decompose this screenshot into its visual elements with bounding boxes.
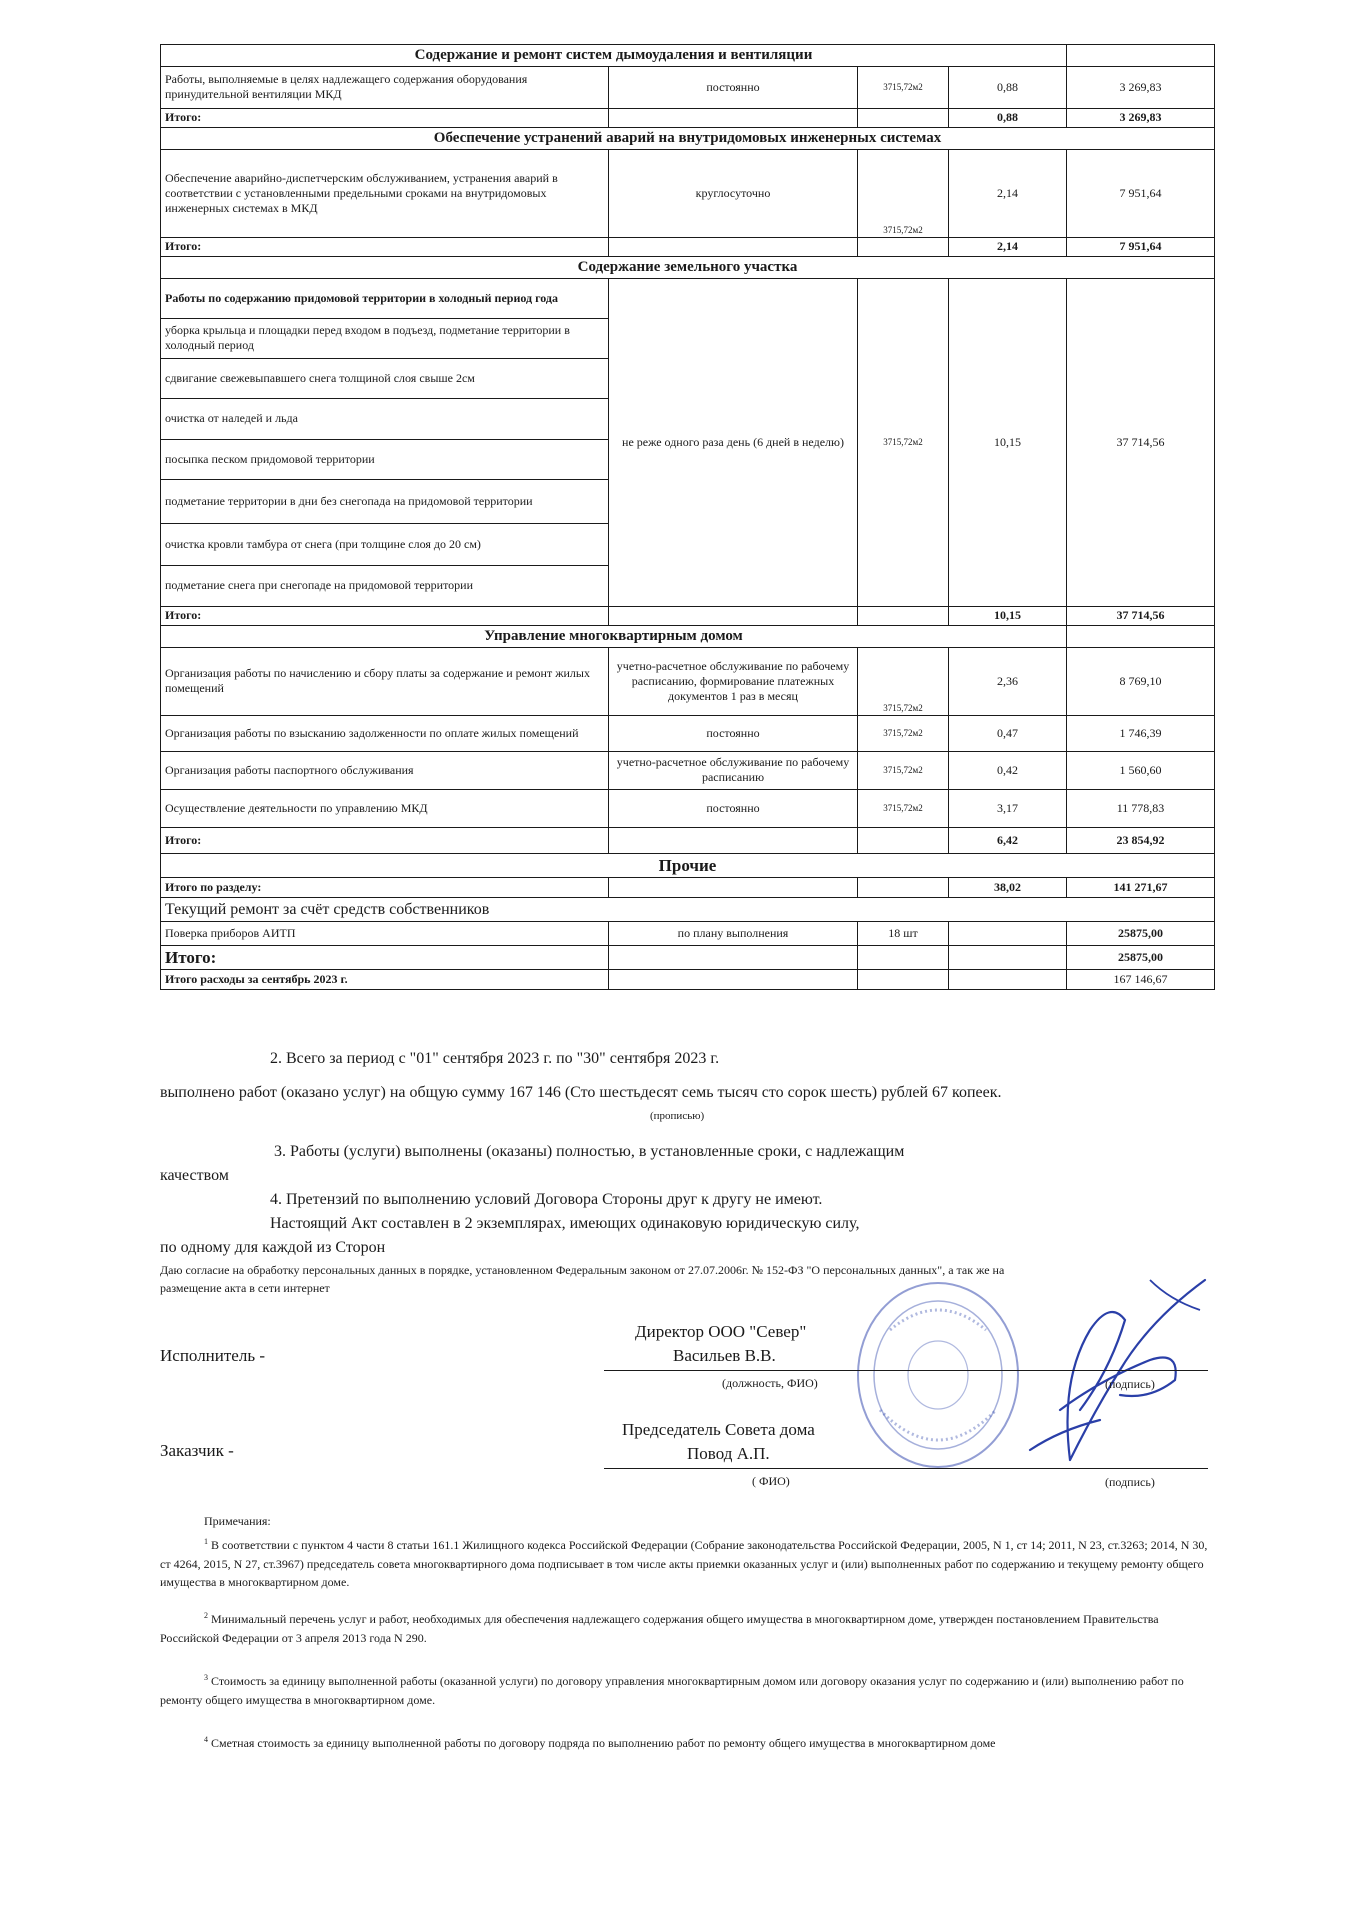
total-sum: 7 951,64 [1067, 237, 1215, 256]
note-3 [160, 1672, 1210, 1709]
total-rate: 6,42 [949, 827, 1067, 853]
note-text: В соответствии с пунктом 4 части 8 статьи 161.1 Жилищного кодекса Российской Федерации (Собрание законодательства Российской Федерации, 2005, N 1, ст 14; 2011, N 23, ст.3263; 2014, N 30, ст 4264, 2015, N 27, ст.3967) председатель совета многоквартирного дома подписывает в том числе акты приемки оказанных услуг и (или) выполненных работ по содержанию и текущему ремонту общего имущества в многоквартирном доме. [160, 1538, 1208, 1590]
section-title: Обеспечение устранений аварий на внутридомовых инженерных системах [161, 127, 1215, 149]
consent-text: Даю согласие на обработку персональных данных в порядке, установленном Федеральным законом от 27.07.2006г. № 152-ФЗ "О персональных данных", а так же на [160, 1263, 1005, 1277]
total-label: Итого: [161, 946, 609, 970]
work-qty: 18 шт [858, 922, 949, 946]
executor-sign-hint: (подпись) [1105, 1377, 1155, 1391]
total-label: Итого: [161, 237, 609, 256]
work-sum: 1 746,39 [1067, 715, 1215, 751]
claims-text: 4. Претензий по выполнению условий Договора Стороны друг к другу не имеют. [270, 1191, 823, 1208]
table-row [161, 278, 1215, 318]
land-rate: 10,15 [949, 278, 1067, 606]
note-2 [160, 1610, 1210, 1647]
land-item: сдвигание свежевыпавшего снега толщиной слоя свыше 2см [161, 358, 609, 398]
note-mark: 1 [204, 1537, 208, 1546]
total-rate: 38,02 [949, 878, 1067, 898]
work-sum: 1 560,60 [1067, 751, 1215, 789]
signature-icon [1000, 1260, 1220, 1490]
section-title: Текущий ремонт за счёт средств собственников [161, 898, 1215, 922]
customer-hint: ( ФИО) [752, 1474, 790, 1488]
work-name: Организация работы паспортного обслуживания [161, 751, 609, 789]
total-sum: 37 714,56 [1067, 606, 1215, 625]
total-row [161, 108, 1215, 127]
work-name: Поверка приборов АИТП [161, 922, 609, 946]
note-mark: 4 [204, 1735, 208, 1744]
notes-title: Примечания: [204, 1514, 271, 1528]
land-item: уборка крыльца и площадки перед входом в подъезд, подметание территории в холодный период [161, 318, 609, 358]
total-label: Итого: [161, 827, 609, 853]
land-area: 3715,72м2 [858, 278, 949, 606]
total-rate: 2,14 [949, 237, 1067, 256]
work-sum: 11 778,83 [1067, 789, 1215, 827]
work-sum: 7 951,64 [1067, 149, 1215, 237]
grand-total-label: Итого расходы за сентябрь 2023 г. [161, 970, 609, 990]
section-header-row [161, 853, 1215, 877]
note-mark: 2 [204, 1611, 208, 1620]
section-header-row [161, 256, 1215, 278]
total-sum: 141 271,67 [1067, 878, 1215, 898]
note-text: Сметная стоимость за единицу выполненной работы по договору подряда по выполнению работ по ремонту общего имущества в многоквартирном доме [211, 1736, 996, 1750]
work-name: Обеспечение аварийно-диспетчерским обслуживанием, устранения аварий в соответствии с установленными предельными сроками на внутридомовых инженерных системах в МКД [161, 149, 609, 237]
work-name: Организация работы по взысканию задолженности по оплате жилых помещений [161, 715, 609, 751]
work-sum: 3 269,83 [1067, 66, 1215, 108]
work-rate: 3,17 [949, 789, 1067, 827]
customer-line [604, 1468, 1208, 1469]
total-row [161, 606, 1215, 625]
total-row [161, 878, 1215, 898]
work-area: 3715,72м2 [858, 751, 949, 789]
section-header-row [161, 45, 1215, 67]
total-label: Итого: [161, 108, 609, 127]
land-item: очистка от наледей и льда [161, 398, 609, 439]
section-header-row [161, 127, 1215, 149]
land-period: не реже одного раза день (6 дней в неделю) [609, 278, 858, 606]
work-period: постоянно [609, 789, 858, 827]
completion-text: 3. Работы (услуги) выполнены (оказаны) полностью, в установленные сроки, с надлежащим [274, 1143, 905, 1160]
work-area: 3715,72м2 [858, 149, 949, 237]
work-sum: 25875,00 [1067, 922, 1215, 946]
land-item: подметание территории в дни без снегопада на придомовой территории [161, 479, 609, 523]
note-4 [160, 1734, 1210, 1753]
executor-name: Васильев В.В. [673, 1346, 776, 1365]
work-rate: 0,47 [949, 715, 1067, 751]
work-area: 3715,72м2 [858, 715, 949, 751]
work-period: постоянно [609, 715, 858, 751]
work-period: по плану выполнения [609, 922, 858, 946]
work-name: Работы, выполняемые в целях надлежащего содержания оборудования принудительной вентиляции МКД [161, 66, 609, 108]
total-row [161, 237, 1215, 256]
work-name: Осуществление деятельности по управлению МКД [161, 789, 609, 827]
total-row [161, 827, 1215, 853]
section-title: Прочие [161, 853, 1215, 877]
note-text: Минимальный перечень услуг и работ, необходимых для обеспечения надлежащего содержания общего имущества в многоквартирном доме, утвержден постановлением Правительства Российской Федерации от 3 апреля 2013 года N 290. [160, 1612, 1159, 1645]
services-table [160, 44, 1215, 990]
work-period: учетно-расчетное обслуживание по рабочему расписанию, формирование платежных документов 1 раз в месяц [609, 647, 858, 715]
consent-text-cont: размещение акта в сети интернет [160, 1281, 330, 1295]
work-rate: 0,88 [949, 66, 1067, 108]
work-rate: 0,42 [949, 751, 1067, 789]
total-rate: 0,88 [949, 108, 1067, 127]
work-period: постоянно [609, 66, 858, 108]
work-area: 3715,72м2 [858, 789, 949, 827]
customer-label: Заказчик - [160, 1441, 234, 1460]
customer-name: Повод А.П. [687, 1444, 770, 1463]
section-title: Содержание и ремонт систем дымоудаления и вентиляции [161, 45, 1067, 67]
note-mark: 3 [204, 1673, 208, 1682]
total-row [161, 946, 1215, 970]
copies-text-cont: по одному для каждой из Сторон [160, 1239, 386, 1256]
executor-line [604, 1370, 1208, 1371]
total-rate: 10,15 [949, 606, 1067, 625]
land-item: подметание снега при снегопаде на придомовой территории [161, 565, 609, 606]
section-title: Управление многоквартирным домом [161, 625, 1067, 647]
section-title: Содержание земельного участка [161, 256, 1215, 278]
work-area: 3715,72м2 [858, 66, 949, 108]
grand-total-row [161, 970, 1215, 990]
work-period: учетно-расчетное обслуживание по рабочему расписанию [609, 751, 858, 789]
total-sum-text: выполнено работ (оказано услуг) на общую сумму 167 146 (Сто шестьдесят семь тысяч сто сорок шесть) рублей 67 копеек. [160, 1084, 1002, 1101]
note-text: Стоимость за единицу выполненной работы (оказанной услуги) по договору управления многоквартирным домом или договору оказания услуг по содержанию и (или) выполнению работ по ремонту общего имущества в многоквартирном доме. [160, 1674, 1184, 1707]
section-header-row [161, 625, 1215, 647]
in-words-hint: (прописью) [650, 1110, 705, 1122]
land-item: посыпка песком придомовой территории [161, 439, 609, 479]
executor-label: Исполнитель - [160, 1346, 265, 1365]
customer-position: Председатель Совета дома [622, 1420, 815, 1439]
executor-position: Директор ООО "Север" [635, 1322, 807, 1341]
period-text: 2. Всего за период с "01" сентября 2023 г. по "30" сентября 2023 г. [270, 1050, 720, 1067]
total-label: Итого по разделу: [161, 878, 609, 898]
table-row [161, 66, 1215, 108]
completion-text-cont: качеством [160, 1167, 229, 1184]
executor-hint: (должность, ФИО) [722, 1376, 818, 1390]
copies-text: Настоящий Акт составлен в 2 экземплярах, имеющих одинаковую юридическую силу, [270, 1215, 860, 1232]
total-sum: 23 854,92 [1067, 827, 1215, 853]
land-sum: 37 714,56 [1067, 278, 1215, 606]
table-row [161, 789, 1215, 827]
total-sum: 3 269,83 [1067, 108, 1215, 127]
total-label: Итого: [161, 606, 609, 625]
table-row [161, 149, 1215, 237]
work-rate: 2,36 [949, 647, 1067, 715]
table-row [161, 751, 1215, 789]
work-rate: 2,14 [949, 149, 1067, 237]
work-area: 3715,72м2 [858, 647, 949, 715]
note-1 [160, 1536, 1210, 1592]
grand-total-sum: 167 146,67 [1067, 970, 1215, 990]
table-row [161, 647, 1215, 715]
table-row [161, 715, 1215, 751]
customer-sign-hint: (подпись) [1105, 1475, 1155, 1489]
work-sum: 8 769,10 [1067, 647, 1215, 715]
section-header-row [161, 898, 1215, 922]
table-row [161, 922, 1215, 946]
work-name: Организация работы по начислению и сбору платы за содержание и ремонт жилых помещений [161, 647, 609, 715]
work-period: круглосуточно [609, 149, 858, 237]
total-sum: 25875,00 [1067, 946, 1215, 970]
land-item: очистка кровли тамбура от снега (при толщине слоя до 20 см) [161, 523, 609, 565]
land-item: Работы по содержанию придомовой территории в холодный период года [161, 278, 609, 318]
